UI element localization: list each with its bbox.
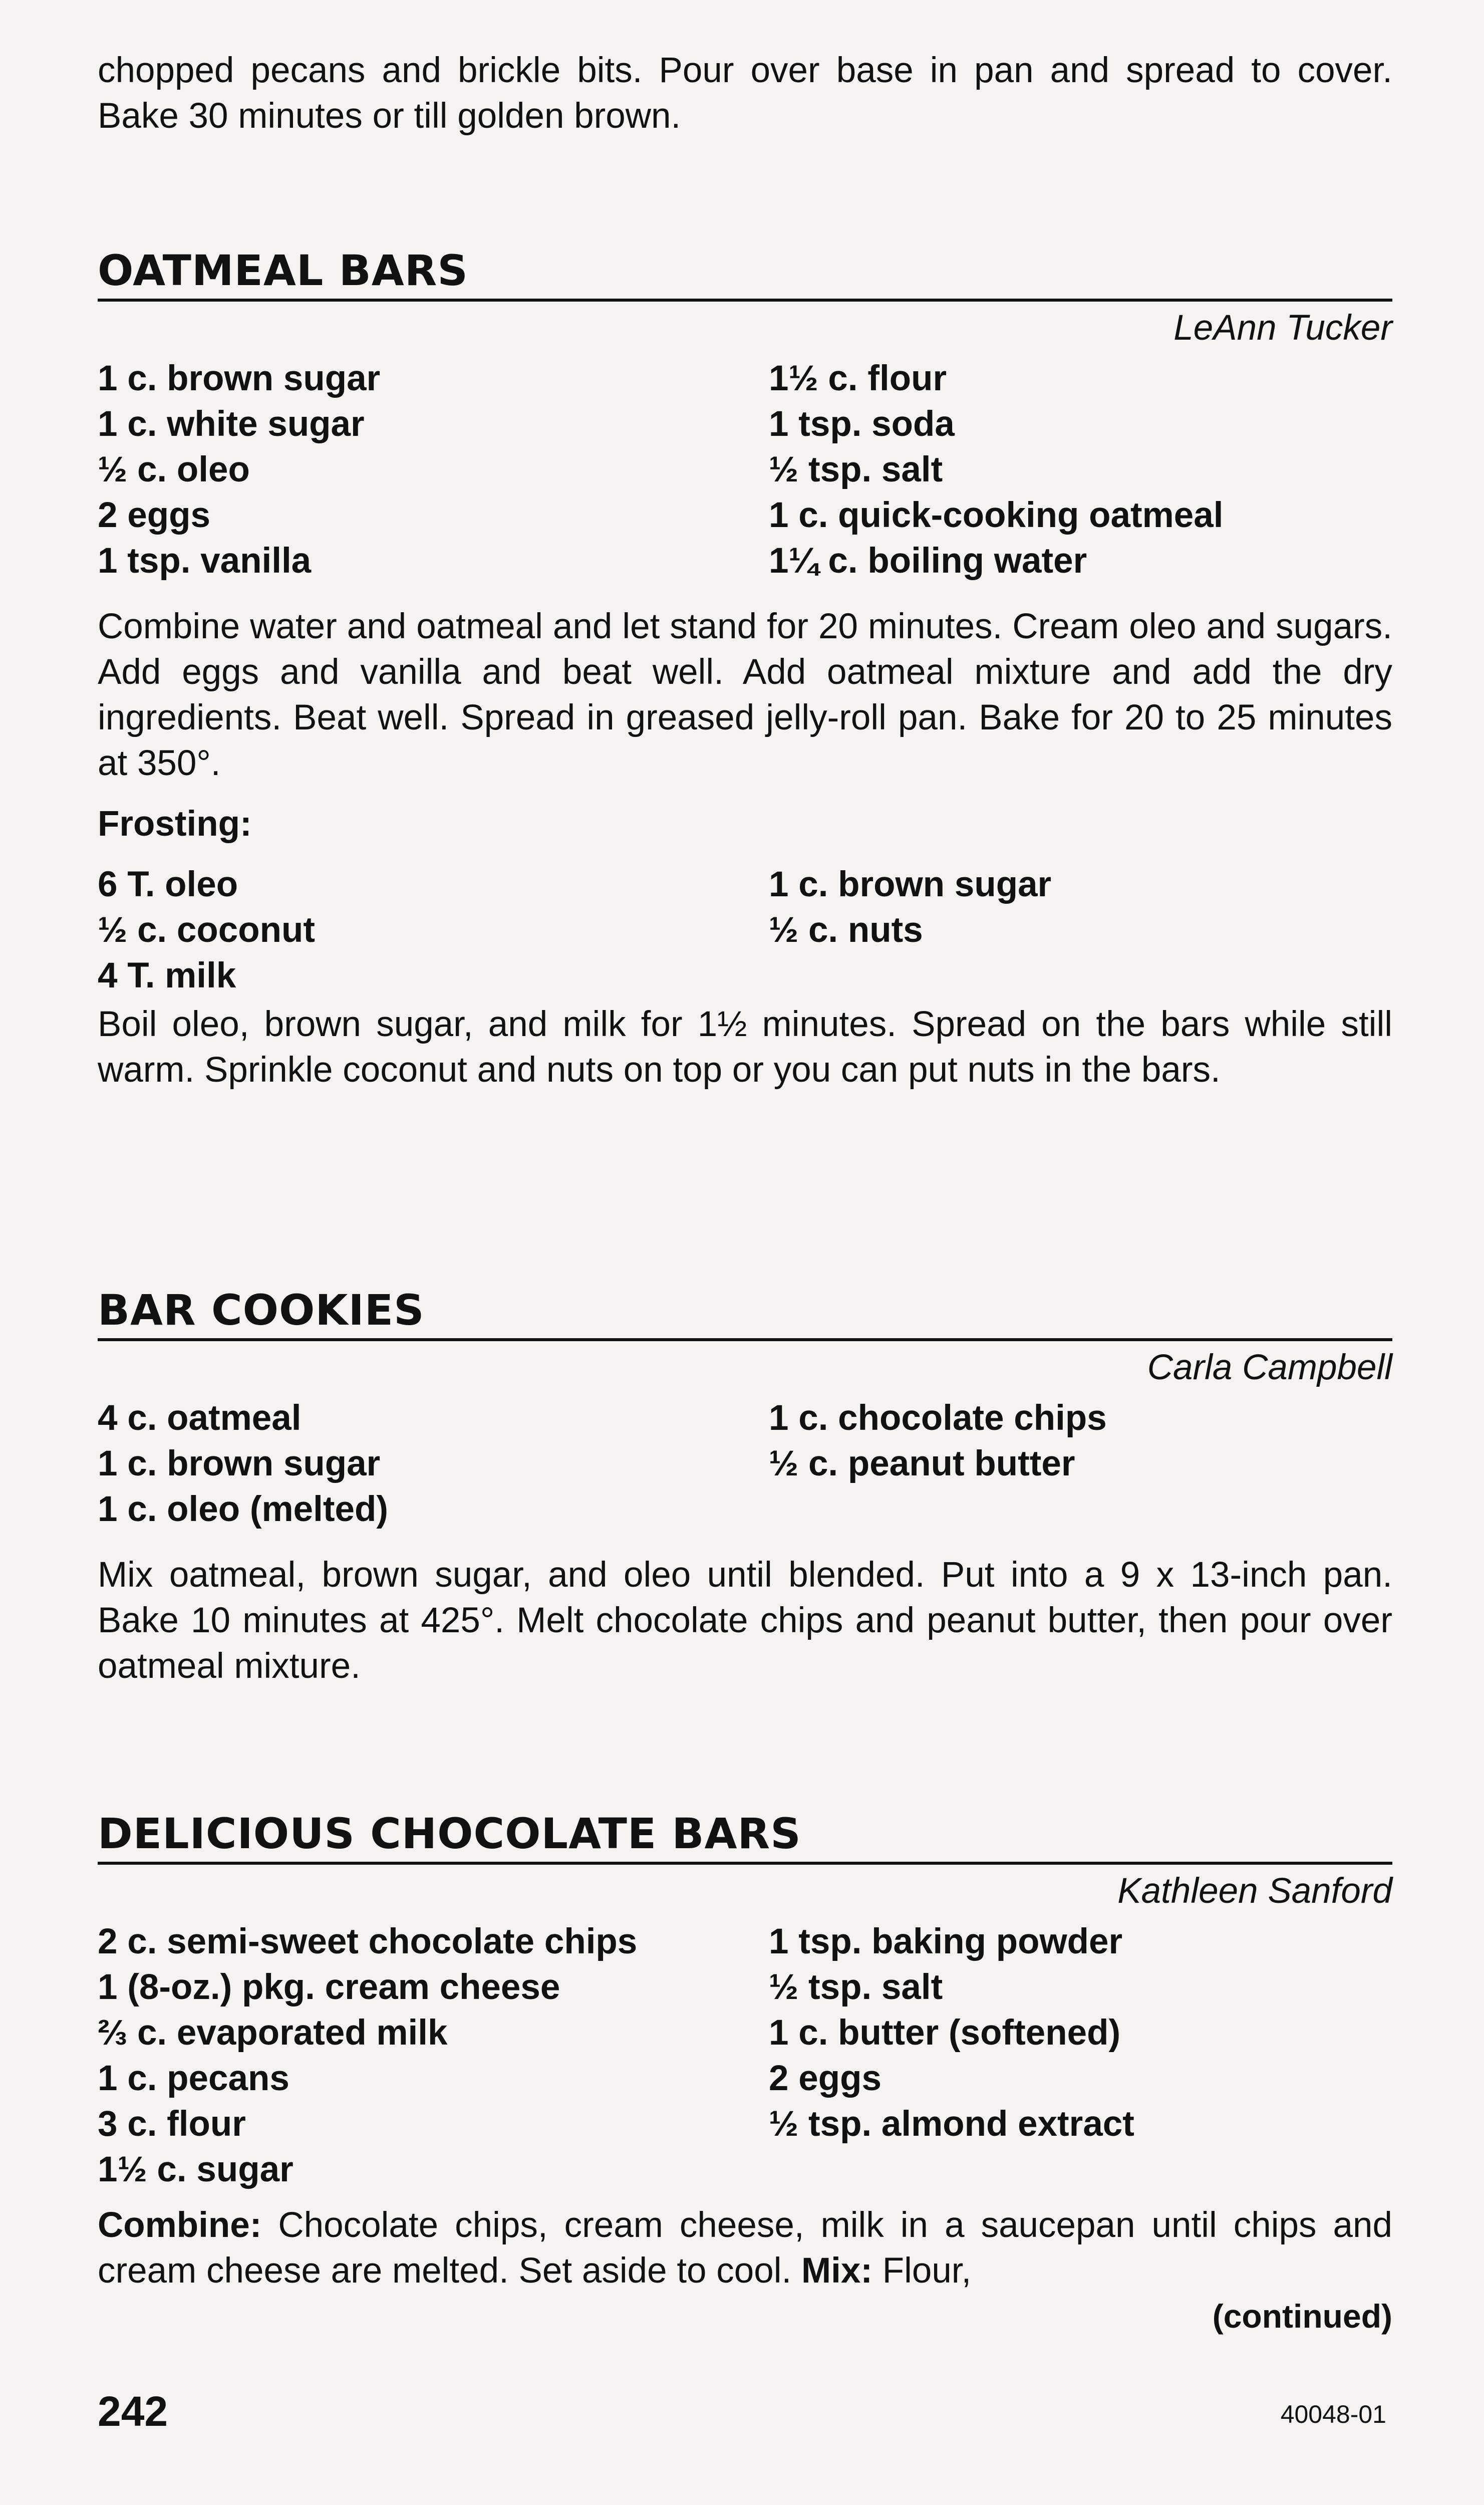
recipe-oatmeal-bars [98, 245, 1392, 1093]
ingredients-left [98, 1395, 769, 1532]
recipe-title: DELICIOUS CHOCOLATE BARS [98, 1809, 801, 1858]
frosting-ingredients [98, 862, 1392, 998]
ingredient: 6 T. oleo [98, 865, 238, 904]
ingredient: 4 c. oatmeal [98, 1398, 302, 1438]
ingredient: 2 eggs [769, 2059, 881, 2098]
ingredient: ½ tsp. almond extract [769, 2104, 1134, 2144]
directions-lead-mix: Mix: [801, 2251, 872, 2291]
ingredient: 2 eggs [98, 495, 210, 535]
continued-note: (continued) [1212, 2298, 1392, 2335]
title-rule [98, 1862, 1392, 1865]
ingredient: 4 T. milk [98, 956, 236, 995]
recipe-author: Carla Campbell [1147, 1348, 1392, 1387]
ingredient: ½ c. oleo [98, 450, 250, 489]
directions-lead: Combine: [98, 2205, 262, 2245]
directions: Combine water and oatmeal and let stand for 20 minutes. Cream oleo and sugars. Add eggs and vanilla and beat well. Add oatmeal mixture and add the dry ingredients. Beat well. Spread in greased jelly-roll pan. Bake for 20 to 25 minutes at 350°. [98, 607, 1392, 783]
ingredient: ⅔ c. evaporated milk [98, 2013, 448, 2053]
directions: Mix oatmeal, brown sugar, and oleo until blended. Put into a 9 x 13-inch pan. Bake 10 minutes at 425°. Melt chocolate chips and peanut butter, then pour over oatmeal mixture. [98, 1555, 1392, 1686]
ingredient: ½ tsp. salt [769, 450, 943, 489]
ingredients-left [98, 1919, 769, 2192]
ingredients [98, 1919, 1392, 2192]
ingredient: 1½ c. flour [769, 359, 947, 398]
ingredient: 3 c. flour [98, 2104, 246, 2144]
recipe-author: LeAnn Tucker [1173, 308, 1392, 348]
frosting-directions: Boil oleo, brown sugar, and milk for 1½ minutes. Spread on the bars while still warm. Sprinkle coconut and nuts on top or you can put nuts in the bars. [98, 1005, 1392, 1090]
ingredient: 1 c. brown sugar [769, 865, 1052, 904]
frosting-left [98, 862, 769, 998]
ingredients [98, 356, 1392, 584]
title-rule [98, 1338, 1392, 1341]
ingredient: 1 c. quick-cooking oatmeal [769, 495, 1224, 535]
ingredient: 1 c. oleo (melted) [98, 1489, 388, 1529]
cookbook-page [98, 48, 1392, 2482]
recipe-title: BAR COOKIES [98, 1286, 425, 1335]
ingredients-right [769, 356, 1392, 584]
ingredient: 1 c. chocolate chips [769, 1398, 1107, 1438]
directions-text-2: Flour, [872, 2251, 972, 2291]
ingredient: ½ c. peanut butter [769, 1444, 1075, 1483]
page-number: 242 [98, 2388, 168, 2435]
ingredient: 1 c. pecans [98, 2059, 289, 2098]
ingredient: 1 c. white sugar [98, 404, 365, 444]
intro-text: chopped pecans and brickle bits. Pour over base in pan and spread to cover. Bake 30 minutes or till golden brown. [98, 51, 1392, 136]
ingredient: 1¼ c. boiling water [769, 541, 1087, 581]
ingredients [98, 1395, 1392, 1532]
ingredient: 2 c. semi-sweet chocolate chips [98, 1922, 638, 1961]
ingredient: 1 c. brown sugar [98, 1444, 381, 1483]
ingredient: 1 tsp. baking powder [769, 1922, 1123, 1961]
ingredient: ½ tsp. salt [769, 1967, 943, 2007]
directions-text: Chocolate chips, cream cheese, milk in a saucepan until chips and cream cheese are melted. Set aside to cool. [98, 2205, 1392, 2291]
ingredient: 1 (8-oz.) pkg. cream cheese [98, 1967, 560, 2007]
frosting-right [769, 862, 1392, 998]
ingredients-left [98, 356, 769, 584]
recipe-delicious-chocolate-bars [98, 1809, 1392, 2339]
ingredient: 1 tsp. soda [769, 404, 955, 444]
directions [98, 2202, 1392, 2294]
ingredient: ½ c. coconut [98, 910, 315, 950]
ingredients-right [769, 1395, 1392, 1532]
title-rule [98, 299, 1392, 302]
recipe-bar-cookies [98, 1285, 1392, 1689]
recipe-title: OATMEAL BARS [98, 246, 468, 295]
recipe-author: Kathleen Sanford [1117, 1871, 1392, 1911]
ingredient: 1 tsp. vanilla [98, 541, 312, 581]
frosting-label: Frosting: [98, 804, 252, 844]
ingredients-right [769, 1919, 1392, 2192]
ingredient: ½ c. nuts [769, 910, 923, 950]
ingredient: 1 c. butter (softened) [769, 2013, 1121, 2053]
ingredient: 1½ c. sugar [98, 2150, 293, 2189]
ingredient: 1 c. brown sugar [98, 359, 381, 398]
print-code: 40048-01 [1280, 2400, 1386, 2428]
